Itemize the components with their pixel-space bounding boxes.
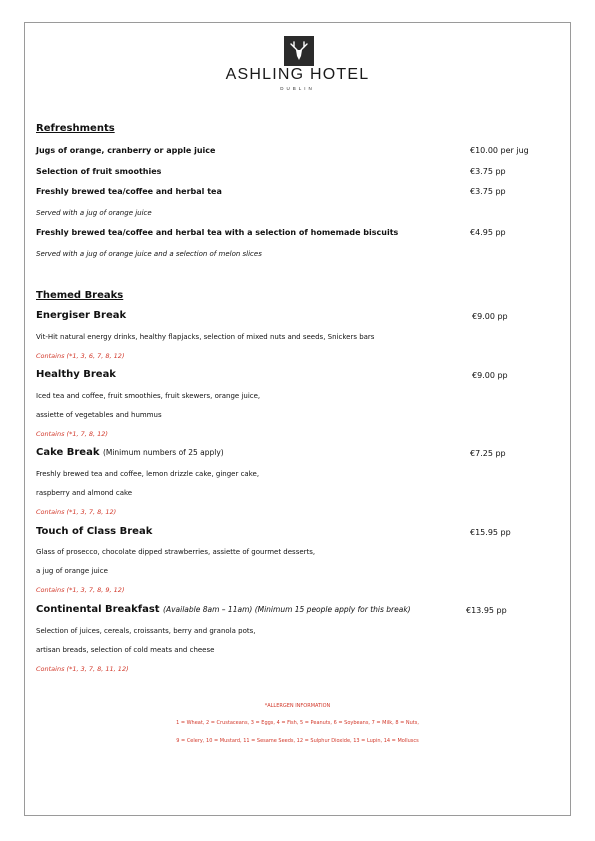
- break-name: Energiser Break: [36, 310, 127, 321]
- break-name: Cake Break: [36, 447, 100, 458]
- break-description: Selection of juices, cereals, croissants, berry and granola pots,: [36, 627, 256, 635]
- item-note: Served with a jug of orange juice: [36, 209, 152, 217]
- break-title: [36, 369, 116, 380]
- page-border: [24, 22, 571, 816]
- menu-item: Jugs of orange, cranberry or apple juice: [36, 146, 216, 155]
- allergen-contains: Contains (*1, 3, 7, 8, 9, 12): [36, 586, 125, 594]
- stag-logo-icon: [284, 36, 314, 66]
- allergen-contains: Contains (*1, 3, 6, 7, 8, 12): [36, 352, 125, 360]
- item-price: €4.95 pp: [470, 228, 506, 237]
- break-name: Healthy Break: [36, 369, 116, 380]
- allergen-contains: Contains (*1, 3, 7, 8, 12): [36, 508, 117, 516]
- break-description: a jug of orange juice: [36, 567, 108, 575]
- break-description: Iced tea and coffee, fruit smoothies, fruit skewers, orange juice,: [36, 392, 261, 400]
- item-price: €3.75 pp: [470, 187, 506, 196]
- break-price: €9.00 pp: [472, 312, 508, 321]
- menu-item: Selection of fruit smoothies: [36, 167, 162, 176]
- break-price: €13.95 pp: [466, 606, 507, 615]
- break-title: [36, 604, 411, 615]
- break-title: [36, 447, 224, 458]
- break-price: €9.00 pp: [472, 371, 508, 380]
- break-name: Continental Breakfast: [36, 604, 160, 615]
- hotel-name: ASHLING HOTEL: [225, 66, 370, 83]
- hotel-location: DUBLIN: [280, 86, 315, 91]
- item-price: €3.75 pp: [470, 167, 506, 176]
- break-description: Glass of prosecco, chocolate dipped strawberries, assiette of gourmet desserts,: [36, 548, 316, 556]
- item-note: Served with a jug of orange juice and a selection of melon slices: [36, 250, 262, 258]
- allergen-legend-line: 1 = Wheat, 2 = Crustaceans, 3 = Eggs, 4 = Fish, 5 = Peanuts, 6 = Soybeans, 7 = Milk, 8 = Nuts,: [176, 720, 419, 726]
- menu-item: Freshly brewed tea/coffee and herbal tea with a selection of homemade biscuits: [36, 228, 399, 237]
- menu-item: Freshly brewed tea/coffee and herbal tea: [36, 187, 222, 196]
- break-qualifier: (Available 8am – 11am) (Minimum 15 people apply for this break): [163, 605, 411, 614]
- break-name: Touch of Class Break: [36, 526, 153, 537]
- allergen-contains: Contains (*1, 7, 8, 12): [36, 430, 108, 438]
- break-description: Vit-Hit natural energy drinks, healthy flapjacks, selection of mixed nuts and seeds, Snickers bars: [36, 333, 375, 341]
- break-title: [36, 310, 126, 321]
- allergen-legend-line: 9 = Celery, 10 = Mustard, 11 = Sesame Seeds, 12 = Sulphur Dioxide, 13 = Lupin, 14 = Molluscs: [176, 738, 419, 744]
- section-heading-refreshments: Refreshments: [36, 123, 115, 134]
- section-heading-themed-breaks: Themed Breaks: [36, 290, 124, 301]
- break-description: raspberry and almond cake: [36, 489, 133, 497]
- break-qualifier: (Minimum numbers of 25 apply): [102, 448, 224, 457]
- allergen-title: *ALLERGEN INFORMATION: [264, 703, 331, 709]
- item-price: €10.00 per jug: [470, 146, 529, 155]
- break-price: €15.95 pp: [470, 528, 511, 537]
- allergen-contains: Contains (*1, 3, 7, 8, 11, 12): [36, 665, 129, 673]
- break-description: artisan breads, selection of cold meats and cheese: [36, 646, 215, 654]
- break-price: €7.25 pp: [470, 449, 506, 458]
- break-description: Freshly brewed tea and coffee, lemon drizzle cake, ginger cake,: [36, 470, 260, 478]
- break-title: [36, 526, 152, 537]
- break-description: assiette of vegetables and hummus: [36, 411, 162, 419]
